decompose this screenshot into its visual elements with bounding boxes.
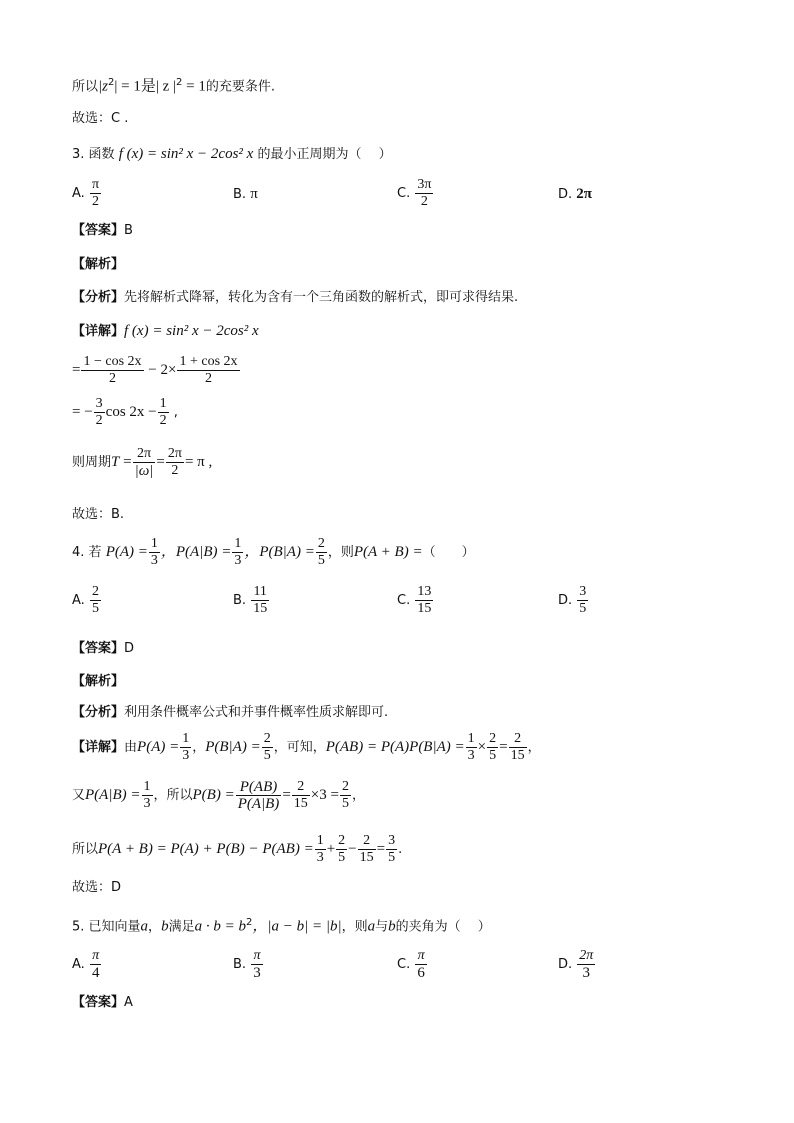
fraction: $\frac{11}{15}$	[253, 584, 268, 616]
option-label: C.	[397, 957, 411, 972]
answer-value: A	[124, 995, 133, 1010]
option-label: D.	[558, 187, 573, 202]
choose-line: 故选：D	[72, 880, 122, 895]
option-d	[558, 584, 589, 617]
option-a	[72, 584, 102, 617]
option-label: C.	[397, 186, 411, 201]
answer-tag: 【答案】	[72, 223, 125, 238]
option-label: A.	[72, 957, 85, 972]
condition-line	[72, 74, 275, 96]
math: |z	[98, 78, 108, 95]
step-3: 则周期T = $\frac{2\pi}{|\omega|}$ = $\frac{2\pi}{2}$ = π ,	[72, 446, 213, 479]
answer-line	[72, 222, 133, 240]
choose-line: 故选：B.	[72, 507, 125, 522]
option-b	[233, 584, 270, 617]
option-label: D.	[558, 593, 573, 608]
text: 先将解析式降幂，转化为含有一个三角函数的解析式，即可求得结果.	[124, 290, 519, 305]
analysis-tag: 【解析】	[72, 257, 125, 272]
option-label: D.	[558, 957, 573, 972]
choose-line: 故选：C .	[72, 111, 129, 126]
answer-tag: 【答案】	[72, 995, 125, 1010]
analysis-summary	[72, 289, 518, 307]
math: f (x) = sin² x − 2cos² x	[118, 146, 254, 162]
answer-value: B	[124, 223, 133, 238]
math-sup: 2	[176, 77, 183, 88]
option-label: B.	[233, 187, 247, 202]
text: 所以	[72, 79, 99, 95]
question-5-stem: 5. 已知向量a，b满足$a \cdot b = b^2$，|a − b| = |b|，则a与b的夹角为（ ）	[72, 917, 491, 935]
option-label: A.	[72, 186, 85, 201]
option-d	[558, 186, 592, 203]
detail-line	[72, 322, 259, 341]
option-label: A.	[72, 593, 85, 608]
option-label: B.	[233, 593, 247, 608]
analysis-summary-tag: 【分析】	[72, 290, 125, 305]
option-label: B.	[233, 957, 247, 972]
option-d	[558, 948, 596, 981]
option-label: C.	[397, 593, 411, 608]
math: | = 1是| z |	[114, 78, 176, 95]
math: = 1	[182, 78, 206, 95]
math: 2π	[576, 186, 593, 202]
answer-value: D	[124, 641, 135, 656]
fraction: $\frac{2\pi}{3}$	[579, 948, 594, 981]
fraction: $\frac{\pi}{4}$	[91, 948, 100, 981]
math-sup: 2	[107, 77, 115, 88]
analysis-summary	[72, 704, 388, 722]
analysis-tag: 【解析】	[72, 674, 125, 689]
detail-step-2: 又P(A|B) = $\frac{1}{3}$ ，所以P(B) = $\frac{P(AB)}{P(A|B)}$ = $\frac{2}{15}$ ×3 = $\frac{2}{5}$ ，	[72, 779, 365, 812]
option-a	[72, 177, 102, 210]
text: 的充要条件.	[205, 79, 275, 95]
text: 3. 函数	[72, 147, 115, 162]
option-b	[233, 948, 264, 981]
option-c	[397, 177, 434, 210]
step-2: = − $\frac{3}{2}$ cos 2x − $\frac{1}{2}$ ,	[72, 396, 178, 428]
fraction: $\frac{3\pi}{2}$	[417, 177, 432, 209]
option-a	[72, 948, 102, 981]
option-b	[233, 186, 258, 203]
analysis-summary-tag: 【分析】	[72, 705, 125, 720]
fraction: $\frac{\pi}{2}$	[91, 177, 100, 209]
option-c	[397, 584, 434, 617]
text: 的最小正周期为（ ）	[253, 147, 392, 162]
question-3-stem	[72, 145, 392, 164]
answer-line	[72, 640, 134, 658]
math: π	[250, 186, 258, 202]
fraction: $\frac{\pi}{6}$	[417, 948, 425, 981]
detail-step-3: 所以P(A + B) = P(A) + P(B) − P(AB) = $\frac{1}{3}$ + $\frac{2}{5}$ − $\frac{2}{15}$ = $\frac{3}{5}$ .	[72, 833, 403, 865]
question-4-stem: 4. 若 P(A) = $\frac{1}{3}$ ，P(A|B) = $\frac{1}{3}$ ，P(B|A) = $\frac{2}{5}$ ，则P(A + B) =（ ）	[72, 536, 475, 568]
text: 利用条件概率公式和并事件概率性质求解即可.	[124, 705, 389, 720]
fraction: $\frac{2}{5}$	[91, 584, 99, 616]
analysis-heading	[72, 673, 124, 691]
option-c	[397, 948, 428, 981]
answer-line	[72, 994, 133, 1012]
analysis-heading	[72, 256, 124, 274]
answer-tag: 【答案】	[72, 641, 125, 656]
detail-tag: 【详解】	[72, 324, 125, 339]
math: f (x) = sin² x − 2cos² x	[124, 323, 259, 339]
step-1: = $\frac{1 - \cos 2x}{2}$ − 2× $\frac{1 + \cos 2x}{2}$	[72, 354, 238, 386]
detail-step-1: 【详解】由P(A) = $\frac{1}{3}$ ，P(B|A) = $\frac{2}{5}$ ，可知，P(AB) = P(A)P(B|A) = $\frac{1}{3}$ × $\frac{2}{5}$ = $\frac{2}{15}$ ，	[72, 731, 541, 763]
fraction: $\frac{\pi}{3}$	[253, 948, 261, 981]
fraction: $\frac{3}{5}$	[579, 584, 587, 616]
fraction: $\frac{13}{15}$	[417, 584, 432, 616]
